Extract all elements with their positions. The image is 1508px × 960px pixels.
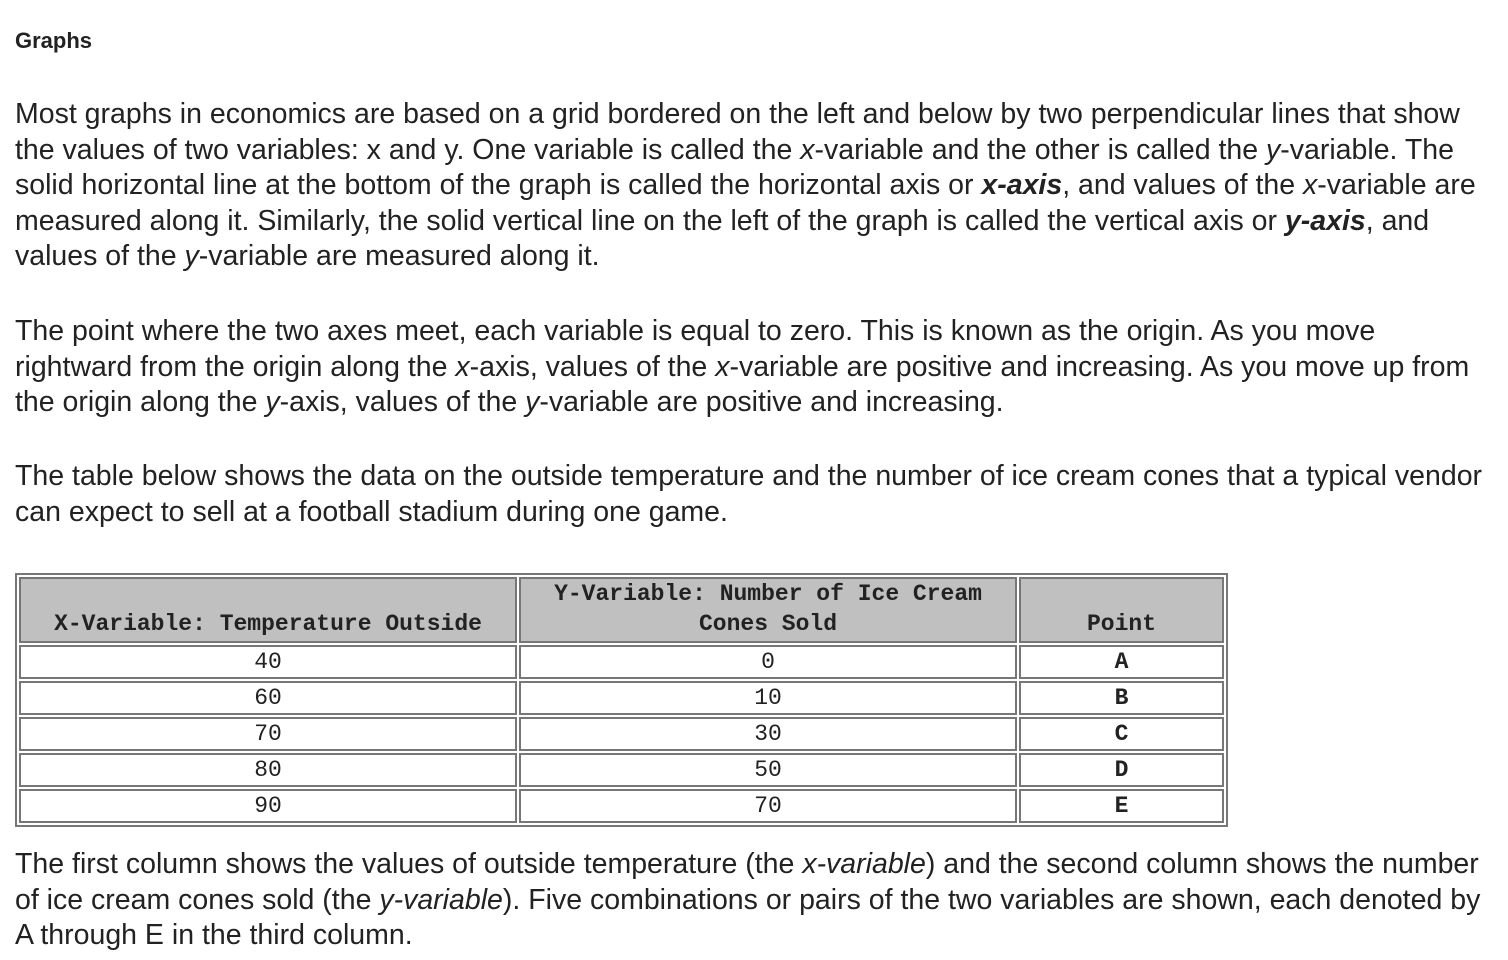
temperature-cell: 70 — [19, 717, 517, 751]
column-header-x-variable: X-Variable: Temperature Outside — [19, 577, 517, 643]
paragraph-axes-definition: Most graphs in economics are based on a grid bordered on the left and below by two perpendicular lines that show the values of two variables: x and y. One variable is called the x-variable and the other is called the y-variable. The solid horizontal line at the bottom of the graph is called the horizontal axis or x-axis, and values of the x-variable are measured along it. Similarly, the solid vertical line on the left of the graph is called the vertical axis or y-axis, and values of the y-variable are measured along it. — [15, 98, 1476, 272]
temperature-cell: 80 — [19, 753, 517, 787]
table-row — [19, 645, 1224, 679]
point-cell: C — [1019, 717, 1224, 751]
point-cell: D — [1019, 753, 1224, 787]
term-y-axis: y-axis — [1284, 204, 1366, 237]
temperature-cell: 60 — [19, 681, 517, 715]
column-header-y-variable: Y-Variable: Number of Ice Cream Cones Sold — [519, 577, 1017, 643]
table-header-row — [19, 577, 1224, 643]
point-cell: A — [1019, 645, 1224, 679]
cones-sold-cell: 30 — [519, 717, 1017, 751]
table-row — [19, 753, 1224, 787]
column-header-point: Point — [1019, 577, 1224, 643]
ice-cream-data-table — [15, 573, 1228, 827]
cones-sold-cell: 10 — [519, 681, 1017, 715]
temperature-cell: 40 — [19, 645, 517, 679]
point-cell: B — [1019, 681, 1224, 715]
paragraph-origin: The point where the two axes meet, each variable is equal to zero. This is known as the origin. As you move rightward from the origin along the x-axis, values of the x-variable are positive and increasing. As you move up from the origin along the y-axis, values of the y-variable are positive and increasing. — [15, 315, 1470, 418]
cones-sold-cell: 70 — [519, 789, 1017, 823]
point-cell: E — [1019, 789, 1224, 823]
section-heading: Graphs — [15, 28, 93, 53]
table-row — [19, 717, 1224, 751]
paragraph-table-explanation: The first column shows the values of outside temperature (the x-variable) and the second column shows the number of ice cream cones sold (the y-variable). Five combinations or pairs of the two variables are shown, each denoted by A through E in the third column. — [15, 848, 1481, 951]
paragraph-table-intro: The table below shows the data on the outside temperature and the number of ice cream cones that a typical vendor can expect to sell at a football stadium during one game. — [15, 460, 1483, 528]
term-x-axis: x-axis — [981, 169, 1063, 201]
temperature-cell: 90 — [19, 789, 517, 823]
cones-sold-cell: 50 — [519, 753, 1017, 787]
table-row — [19, 789, 1224, 823]
cones-sold-cell: 0 — [519, 645, 1017, 679]
table-row — [19, 681, 1224, 715]
